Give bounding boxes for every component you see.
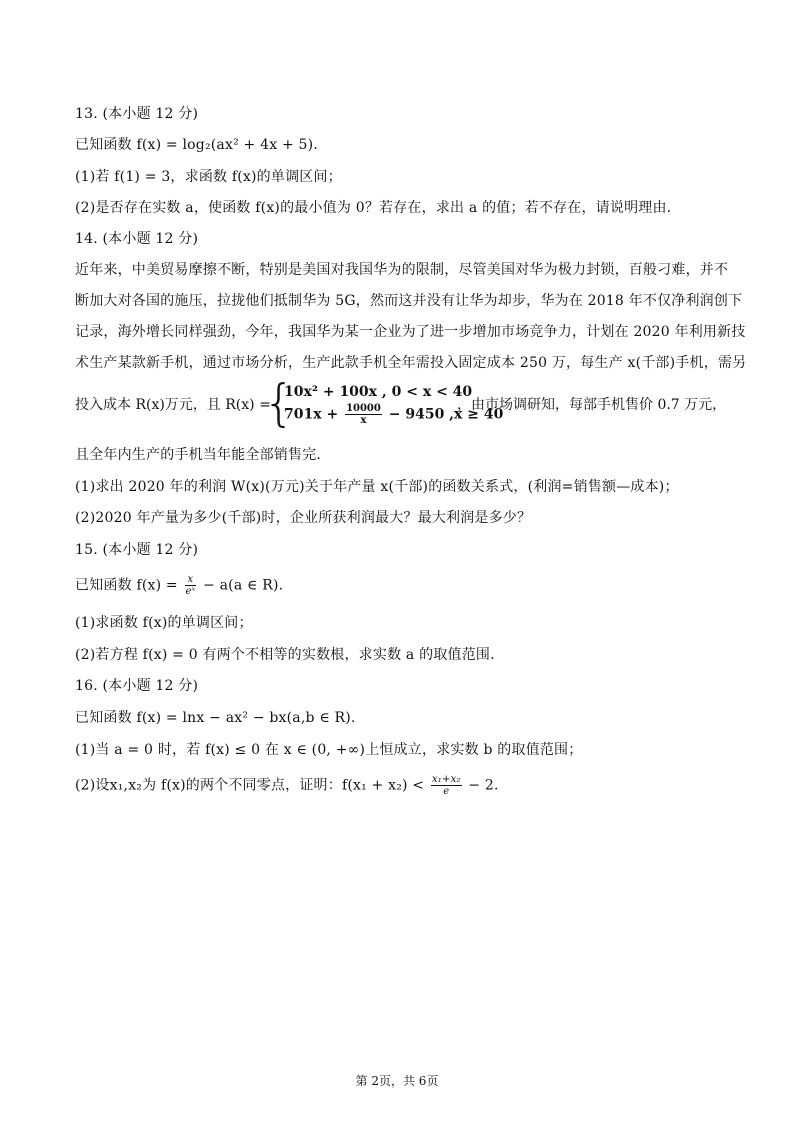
case2-suffix: − 9450 ,x ≥ 40 bbox=[388, 406, 504, 423]
q15-fraction bbox=[185, 574, 197, 597]
q16-part2-suffix: − 2. bbox=[468, 777, 499, 794]
q16-fraction bbox=[431, 774, 462, 797]
q16-stem: 已知函数 f(x) = lnx − ax² − bx(a,b ∈ R). bbox=[75, 710, 356, 726]
q15-header: 15. (本小题 12 分) bbox=[75, 542, 199, 558]
case2-fraction-denominator: x bbox=[360, 415, 367, 426]
q15-stem bbox=[75, 574, 283, 597]
piecewise-case1: 10x² + 100x , 0 < x < 40 bbox=[284, 384, 473, 400]
q14-para1: 近年来，中美贸易摩擦不断，特别是美国对我国华为的限制，尽管美国对华为极力封锁，百般刁难，并不 bbox=[75, 262, 729, 278]
left-brace-icon: { bbox=[263, 374, 295, 432]
q15-part1: (1)求函数 f(x)的单调区间； bbox=[75, 615, 253, 631]
page-footer: 第 2页，共 6页 bbox=[355, 1074, 439, 1088]
q13-header: 13. (本小题 12 分) bbox=[75, 106, 199, 122]
q14-para4: 术生产某款新手机，通过市场分析，生产此款手机全年需投入固定成本 250 万，每生产 x(千部)手机，需另 bbox=[75, 355, 747, 371]
q14-part1: (1)求出 2020 年的利润 W(x)(万元)关于年产量 x(千部)的函数关系式，(利润=销售额—成本)； bbox=[75, 479, 679, 495]
q13-part2: (2)是否存在实数 a，使函数 f(x)的最小值为 0？若存在，求出 a 的值；若不存在，请说明理由. bbox=[75, 200, 672, 216]
q16-part2-prefix: (2)设x₁,x₂为 f(x)的两个不同零点，证明：f(x₁ + x₂) < bbox=[75, 777, 425, 794]
q13-part1: (1)若 f(1) = 3，求函数 f(x)的单调区间； bbox=[75, 169, 342, 185]
q14-para3: 记录，海外增长同样强劲，今年，我国华为某一企业为了进一步增加市场竞争力，计划在 2020 年利用新技 bbox=[75, 324, 746, 340]
q15-fraction-numerator: x bbox=[185, 574, 197, 586]
case2-fraction bbox=[345, 403, 382, 426]
q14-para6: 且全年内生产的手机当年能全部销售完. bbox=[75, 447, 322, 463]
q14-part2: (2)2020 年产量为多少(千部)时，企业所获利润最大？最大利润是多少？ bbox=[75, 510, 532, 526]
q14-tail: ，由市场调研知，每部手机售价 0.7 万元， bbox=[457, 397, 727, 413]
q13-stem: 已知函数 f(x) = log₂(ax² + 4x + 5). bbox=[75, 137, 318, 153]
q14-para2: 断加大对各国的施压，拉拢他们抵制华为 5G，然而这并没有让华为却步，华为在 2018 年不仅净利润创下 bbox=[75, 293, 743, 309]
q16-fraction-numerator: x₁+x₂ bbox=[431, 774, 461, 785]
piecewise-cost-function bbox=[75, 374, 735, 432]
q16-part2 bbox=[75, 774, 499, 797]
case2-prefix: 701x + bbox=[284, 406, 339, 423]
q15-fraction-denominator: eˣ bbox=[185, 586, 196, 597]
q16-header: 16. (本小题 12 分) bbox=[75, 678, 199, 694]
q15-stem-prefix: 已知函数 f(x) = bbox=[75, 577, 178, 594]
q16-part1: (1)当 a = 0 时，若 f(x) ≤ 0 在 x ∈ (0, +∞)上恒成立，求实数 b 的取值范围； bbox=[75, 742, 583, 758]
q16-fraction-denominator: e bbox=[443, 786, 450, 797]
case2-fraction-numerator: 10000 bbox=[346, 403, 381, 414]
q14-header: 14. (本小题 12 分) bbox=[75, 231, 199, 247]
q14-lead: 投入成本 R(x)万元，且 R(x) = bbox=[75, 397, 271, 413]
q15-part2: (2)若方程 f(x) = 0 有两个不相等的实数根，求实数 a 的取值范围. bbox=[75, 647, 495, 663]
q15-stem-suffix: − a(a ∈ R). bbox=[203, 577, 284, 594]
